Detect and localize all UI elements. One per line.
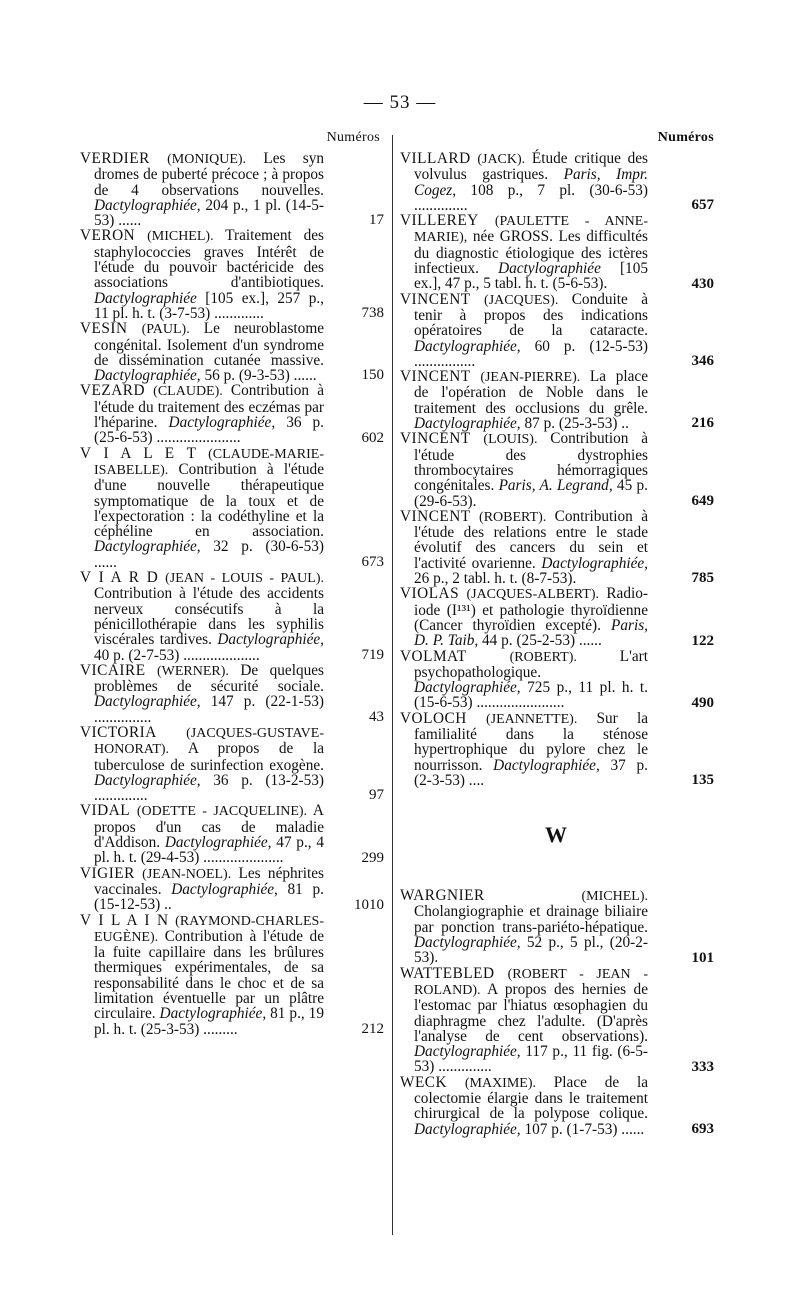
- entry-surname: VERON: [80, 227, 136, 245]
- entry-number: 216: [691, 415, 714, 432]
- index-entry: [400, 213, 714, 291]
- entry-title: Place de la colectomie élargie dans le traitement chirurgical de la polypose colique.: [414, 1073, 648, 1123]
- index-entry: [80, 663, 384, 725]
- entry-title: Contribution à l'étude d'une nouvelle thérapeutique symptomatique de la toux et de l'expectoration : la codéthyline et la céphéline en association.: [94, 460, 324, 541]
- index-entry: [400, 888, 714, 965]
- entry-details: 81 p., 19 pl. h. t. (25-3-53) .........: [94, 1005, 324, 1038]
- entry-given-names: (LOUIS).: [483, 432, 538, 448]
- entry-number: 1010: [354, 896, 384, 913]
- entry-title: née GROSS. Les difficultés du diagnostic étiologique des ictères infectieux.: [414, 228, 648, 278]
- entry-surname: WARGNIER: [400, 887, 485, 905]
- entry-number: 693: [691, 1120, 714, 1137]
- entry-details: 56 p. (9-3-53) ......: [200, 367, 317, 385]
- entry-publication: Dactylographiée: [94, 289, 197, 307]
- entry-number: 101: [691, 949, 714, 966]
- entry-given-names: (MAXIME).: [464, 1075, 536, 1091]
- entry-number: 657: [691, 197, 714, 214]
- entry-publication: Dactylographiée: [498, 260, 601, 278]
- entry-publication: Dactylographiée,: [414, 679, 521, 697]
- entry-text: [400, 213, 652, 291]
- entry-given-names: (MICHEL).: [147, 229, 214, 245]
- entry-given-names: (RAYMOND-CHARLES-EUGÈNE).: [94, 913, 324, 945]
- index-entry: [80, 866, 384, 913]
- entry-details: 36 p. (25-6-53) ......................: [94, 414, 325, 447]
- entry-title: Étude critique des volvulus gastriques.: [414, 150, 649, 184]
- right-column: [400, 130, 714, 1137]
- entry-text: [80, 321, 328, 383]
- entry-number: 122: [691, 632, 714, 649]
- entry-number: 738: [361, 305, 384, 322]
- entry-title: Contribution à l'étude des relations entre le stade évolutif des cancers du sein et l'activité ovarienne.: [414, 507, 648, 572]
- entry-details: 108 p., 7 pl. (30-6-53) ..............: [414, 181, 648, 214]
- entry-text: [400, 888, 652, 965]
- entry-title: A propos d'un cas de maladie d'Addison.: [94, 802, 324, 852]
- entry-number: 719: [361, 646, 384, 663]
- entry-surname: WATTEBLED: [400, 964, 495, 982]
- index-entry: [400, 369, 714, 431]
- entry-text: [80, 866, 328, 913]
- entry-publication: Dactylographiée,: [94, 367, 201, 385]
- entry-given-names: (JACQUES).: [484, 292, 559, 308]
- entry-publication: Paris, D. P. Taib,: [414, 616, 648, 650]
- entry-number: 785: [691, 570, 714, 587]
- entry-number: 649: [691, 492, 714, 509]
- index-entry: [80, 446, 384, 570]
- entry-text: [400, 292, 652, 369]
- left-entries: [80, 151, 384, 1037]
- entry-title: A propos des hernies de l'estomac par l'hiatus œsophagien du diaphragme chez l'adulte. (D'après l'analyse de cent observations).: [414, 980, 648, 1045]
- entry-text: [400, 649, 652, 711]
- entry-publication: Paris, A. Legrand,: [498, 477, 613, 495]
- entry-title: La place de l'opération de Noble dans le traitement des occlusions du grêle.: [414, 368, 648, 417]
- entry-details: 36 p. (13-2-53) ..............: [94, 771, 324, 805]
- page-number: — 53 —: [363, 92, 437, 113]
- entry-number: 490: [691, 694, 714, 711]
- entry-number: 97: [369, 787, 384, 804]
- entry-text: [80, 663, 328, 725]
- index-entry: [80, 803, 384, 865]
- entry-number: 150: [361, 367, 384, 384]
- entry-given-names: (ROBERT).: [479, 509, 547, 525]
- entry-number: 346: [691, 353, 714, 370]
- entry-text: [400, 586, 652, 648]
- entry-surname: VINCENT: [400, 430, 471, 448]
- entry-title: Radio-iode (I¹³¹) et pathologie thyroïdienne (Cancer thyroïdien excepté).: [414, 585, 648, 634]
- entry-text: [400, 369, 652, 431]
- entry-surname: VILLEREY: [400, 212, 479, 230]
- entry-given-names: (CLAUDE-MARIE-ISABELLE).: [94, 446, 324, 478]
- entry-publication: Dactylographiée,: [414, 1120, 521, 1138]
- entry-title: Le neuroblastome congénital. Isolement d'un syndrome de dissémination cutanée massive.: [94, 320, 325, 369]
- index-entry: [400, 431, 714, 508]
- entry-text: [80, 383, 328, 445]
- entry-number: 602: [361, 429, 384, 446]
- entry-text: [400, 151, 652, 213]
- entry-given-names: (JEAN-PIERRE).: [480, 370, 581, 386]
- entry-details: 87 p. (25-3-53) ..: [520, 415, 629, 433]
- entry-text: [80, 803, 328, 865]
- entry-title: Les néphrites vaccinales.: [94, 864, 324, 898]
- entry-given-names: (MONIQUE).: [167, 152, 247, 167]
- index-entry: [80, 321, 384, 383]
- entry-given-names: (JACQUES-GUSTAVE-HONORAT).: [94, 725, 324, 758]
- entry-surname: VINCENT: [400, 507, 471, 525]
- entry-title: Traitement des staphylococcies graves Intérêt de l'étude du pouvoir bactéricide des associations d'antibiotiques.: [94, 227, 324, 292]
- entry-details: 47 p., 4 pl. h. t. (29-4-53) .....................: [94, 834, 324, 867]
- entry-title: A propos de la tuberculose de surinfection exogène.: [94, 740, 324, 774]
- entry-publication: Dactylographiée,: [164, 834, 272, 852]
- entry-surname: VINCENT: [400, 368, 471, 386]
- right-entries-after: [400, 888, 714, 1137]
- numbers-header-left: Numéros: [326, 130, 380, 145]
- entry-surname: VILLARD: [400, 150, 471, 167]
- entry-details: 40 p. (2-7-53) ....................: [94, 646, 260, 664]
- entry-details: 52 p., 5 pl., (20-2-53).: [414, 934, 648, 967]
- entry-text: [80, 725, 328, 803]
- index-entry: [400, 586, 714, 648]
- index-entry: [400, 509, 714, 586]
- entry-title: Sur la familialité dans la sténose hypertrophique du pylore chez le nourrisson.: [414, 709, 648, 774]
- entry-given-names: (ROBERT - JEAN - ROLAND).: [414, 966, 648, 998]
- entry-surname: VICTORIA: [80, 723, 157, 741]
- left-column: [80, 130, 384, 1037]
- entry-number: 430: [691, 275, 714, 292]
- index-entry: [400, 1075, 714, 1137]
- entry-title: Les syn dromes de puberté précoce ; à propos de 4 observations nouvelles.: [94, 150, 324, 199]
- entry-title: Conduite à tenir à propos des indications opératoires de la cataracte.: [414, 290, 648, 340]
- entry-surname: VEZARD: [80, 382, 146, 400]
- entry-publication: Dactylographiée,: [541, 554, 648, 572]
- entry-surname: VOLMAT: [400, 647, 467, 665]
- entry-details: [105 ex.], 47 p., 5 tabl. h. t. (5-6-53).: [414, 260, 648, 293]
- entry-publication: Paris, Impr. Cogez,: [414, 166, 648, 199]
- numbers-header-right: Numéros: [657, 130, 714, 145]
- entry-surname: V I L A I N: [80, 911, 169, 929]
- entry-publication: Dactylographiée,: [159, 1005, 267, 1023]
- entry-text: [80, 446, 328, 570]
- entry-publication: Dactylographiée,: [171, 880, 278, 898]
- entry-details: 37 p. (2-3-53) ....: [414, 756, 648, 789]
- entry-title: Contribution à l'étude des accidents nerveux consécutifs à la pénicillothérapie dans les syphilis viscérales tardives.: [94, 585, 324, 649]
- entry-details: [105 ex.], 257 p., 11 pl. h. t. (3-7-53) .............: [94, 289, 324, 322]
- index-entry: [400, 292, 714, 369]
- entry-publication: Dactylographiée,: [414, 1043, 521, 1061]
- entry-number: 673: [361, 554, 384, 571]
- entry-title: Cholangiographie et drainage biliaire par ponction trans-pariéto-hépatique.: [414, 903, 648, 936]
- entry-given-names: (JEAN - LOUIS - PAUL).: [165, 571, 324, 587]
- entry-surname: VOLOCH: [400, 709, 467, 727]
- entry-title: Contribution à l'étude de la fuite capillaire dans les brûlures thermiques expérimentales, de sa responsabilité dans le choc et de sa limitation éventuelle par un plâtre circulaire.: [94, 927, 324, 1023]
- entry-details: 725 p., 11 pl. h. t. (15-6-53) .......................: [414, 679, 648, 712]
- entry-surname: VERDIER: [80, 150, 150, 167]
- entry-text: [80, 913, 328, 1037]
- entry-text: [80, 151, 328, 228]
- entry-given-names: (WERNER).: [156, 663, 229, 679]
- entry-publication: Dactylographiée,: [414, 337, 521, 355]
- entry-publication: Dactylographiée,: [414, 415, 521, 433]
- entry-text: [400, 431, 652, 508]
- entry-text: [400, 509, 652, 586]
- index-entry: [80, 913, 384, 1037]
- entry-publication: Dactylographiée,: [217, 631, 324, 649]
- entry-given-names: (JACK).: [477, 152, 526, 167]
- entry-surname: VIGIER: [80, 864, 135, 882]
- entry-publication: Dactylographiée,: [414, 934, 521, 952]
- index-entry: [400, 151, 714, 213]
- entry-title: Contribution à l'étude du traitement des eczémas par l'héparine.: [94, 382, 324, 432]
- entry-surname: V I A R D: [80, 569, 159, 587]
- entry-details: 81 p. (15-12-53) ..: [94, 880, 324, 914]
- entry-publication: Dactylographiée,: [94, 693, 201, 711]
- entry-surname: V I A L E T: [80, 444, 197, 462]
- entry-given-names: (JEANNETTE).: [485, 711, 578, 727]
- entry-publication: Dactylographiée,: [168, 414, 276, 432]
- entry-given-names: (PAULETTE - ANNE-MARIE),: [414, 214, 649, 246]
- entry-text: [400, 1075, 652, 1137]
- entry-publication: Dactylographiée,: [94, 196, 201, 214]
- entry-details: 60 p. (12-5-53) ................: [414, 337, 648, 370]
- entry-title: De quelques problèmes de sécurité sociale.: [94, 661, 324, 696]
- entry-given-names: (ODETTE - JACQUELINE).: [136, 804, 308, 820]
- entry-number: 17: [369, 212, 384, 229]
- entry-surname: VINCENT: [400, 290, 471, 308]
- entry-surname: VIOLAS: [400, 585, 460, 603]
- index-entry: [400, 711, 714, 788]
- entry-publication: Dactylographiée,: [493, 756, 600, 774]
- entry-surname: VIDAL: [80, 802, 131, 820]
- entry-number: 212: [361, 1020, 384, 1037]
- entry-number: 299: [361, 849, 384, 866]
- entry-details: 147 p. (22-1-53) ...............: [94, 693, 324, 726]
- entry-surname: WECK: [400, 1073, 448, 1091]
- right-entries-before: [400, 151, 714, 788]
- index-entry: [400, 649, 714, 711]
- entry-details: 45 p. (29-6-53).: [414, 477, 648, 510]
- entry-text: [400, 966, 652, 1075]
- column-divider: [392, 135, 393, 1235]
- entry-publication: Dactylographiée,: [94, 538, 201, 556]
- entry-given-names: (JEAN-NOEL).: [142, 866, 232, 882]
- index-entry: [80, 725, 384, 803]
- entry-details: 204 p., 1 pl. (14-5-53) ......: [94, 196, 324, 230]
- entry-details: 32 p. (30-6-53) ......: [94, 538, 324, 571]
- entry-text: [80, 570, 328, 663]
- entry-number: 333: [691, 1058, 714, 1075]
- entry-title: Contribution à l'étude des dystrophies thrombocytaires hémorragiques congénitales.: [414, 430, 648, 495]
- entry-number: 43: [369, 708, 384, 725]
- entry-details: 107 p. (1-7-53) ......: [520, 1120, 645, 1138]
- index-entry: [80, 151, 384, 228]
- entry-number: 135: [691, 772, 714, 789]
- index-entry: [80, 570, 384, 663]
- entry-title: L'art psychopathologique.: [414, 647, 648, 681]
- entry-given-names: (PAUL).: [141, 322, 190, 338]
- entry-given-names: (ROBERT).: [509, 649, 577, 665]
- entry-text: [80, 228, 328, 321]
- index-entry: [400, 966, 714, 1075]
- entry-text: [400, 711, 652, 788]
- entry-publication: Dactylographiée,: [94, 771, 201, 789]
- entry-surname: VESIN: [80, 320, 128, 338]
- entry-given-names: (CLAUDE).: [153, 384, 223, 400]
- index-entry: [80, 228, 384, 321]
- index-entry: [80, 383, 384, 445]
- section-letter-w: W: [545, 822, 569, 848]
- entry-details: 117 p., 11 fig. (6-5-53) ..............: [414, 1043, 648, 1076]
- entry-surname: VICAIRE: [80, 661, 146, 679]
- entry-details: 44 p. (25-2-53) ......: [478, 632, 602, 650]
- entry-given-names: (JACQUES-ALBERT).: [466, 587, 599, 603]
- entry-details: 26 p., 2 tabl. h. t. (8-7-53).: [414, 570, 577, 588]
- entry-given-names: (MICHEL).: [581, 889, 648, 905]
